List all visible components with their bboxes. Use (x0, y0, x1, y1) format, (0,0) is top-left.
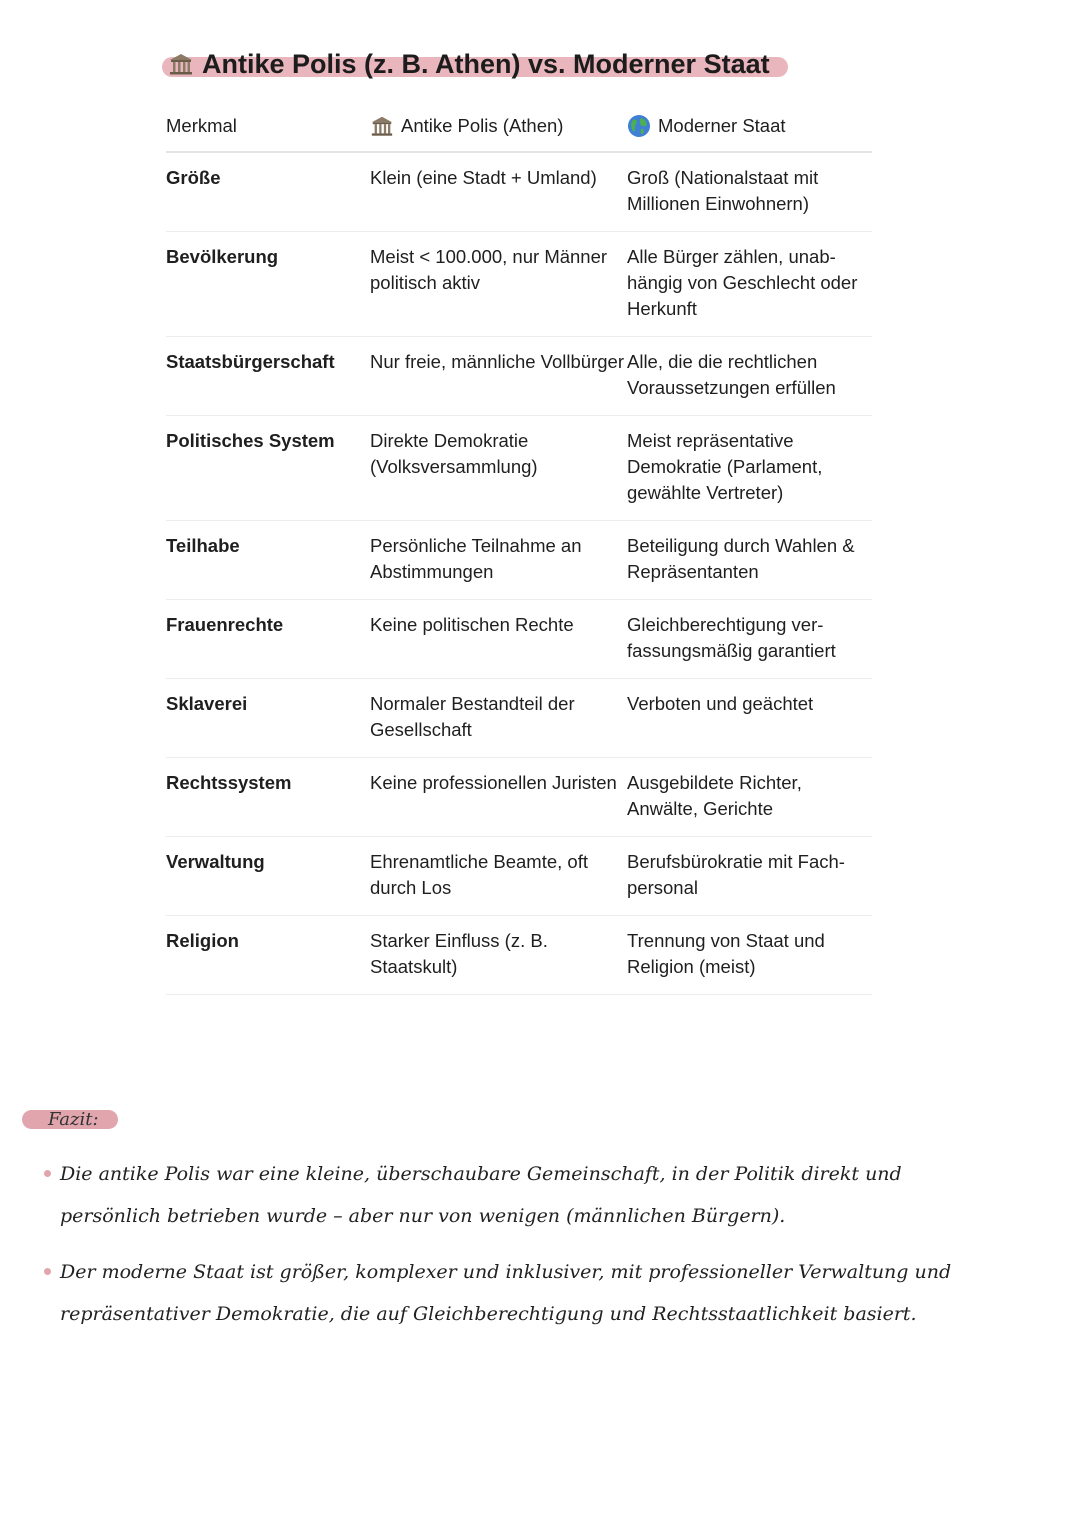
bullet-dot (44, 1268, 51, 1275)
polis-cell: Normaler Bestandteil der Gesellschaft (370, 679, 627, 758)
bullet-dot (44, 1170, 51, 1177)
header-col2: Moderner Staat (627, 100, 872, 152)
polis-cell: Direkte Demokratie (Volksversammlung) (370, 416, 627, 521)
table-row (166, 837, 872, 916)
modern-cell: Groß (Nationalstaat mit Millionen Einwohnern) (627, 152, 872, 232)
table-row (166, 416, 872, 521)
feature-cell: Verwaltung (166, 837, 370, 916)
polis-cell: Keine politischen Rechte (370, 600, 627, 679)
feature-cell: Sklaverei (166, 679, 370, 758)
modern-cell: Ausgebildete Richter, Anwälte, Gerichte (627, 758, 872, 837)
table-row (166, 600, 872, 679)
modern-cell: Trennung von Staat und Religion (meist) (627, 916, 872, 995)
polis-cell: Starker Einfluss (z. B. Staatskult) (370, 916, 627, 995)
page-title (162, 44, 770, 84)
fazit-point: Der moderne Staat ist größer, komplexer und inklusiver, mit professioneller Verwaltung und repräsentativer Demokratie, die auf Gleichberechtigung und Rechtsstaatlichkeit basiert. (46, 1251, 1006, 1335)
modern-cell: Berufsbürokratie mit Fach-personal (627, 837, 872, 916)
modern-cell: Alle Bürger zählen, unab-hängig von Geschlecht oder Herkunft (627, 232, 872, 337)
polis-cell: Persönliche Teilnahme an Abstimmungen (370, 521, 627, 600)
fazit-label: Fazit: (48, 1109, 99, 1130)
fazit-point: Die antike Polis war eine kleine, überschaubare Gemeinschaft, in der Politik direkt und persönlich betrieben wurde – aber nur von wenigen (männlichen Bürgern). (46, 1153, 1006, 1237)
polis-cell: Klein (eine Stadt + Umland) (370, 152, 627, 232)
feature-cell: Religion (166, 916, 370, 995)
header-feature: Merkmal (166, 100, 370, 152)
fazit-heading (22, 1107, 99, 1133)
table-row (166, 916, 872, 995)
globe-icon (627, 114, 651, 138)
modern-cell: Meist repräsentative Demokratie (Parlament, gewählte Vertreter) (627, 416, 872, 521)
modern-cell: Alle, die die rechtlichen Voraussetzungen erfüllen (627, 337, 872, 416)
title-text: Antike Polis (z. B. Athen) vs. Moderner Staat (202, 49, 770, 79)
table-row (166, 521, 872, 600)
table-row (166, 152, 872, 232)
title-block (162, 44, 770, 84)
feature-cell: Frauenrechte (166, 600, 370, 679)
table-row (166, 337, 872, 416)
feature-cell: Rechtssystem (166, 758, 370, 837)
polis-cell: Keine professionellen Juristen (370, 758, 627, 837)
modern-cell: Gleichberechtigung ver-fassungsmäßig garantiert (627, 600, 872, 679)
comparison-table (166, 100, 872, 995)
table-header-row (166, 100, 872, 152)
feature-cell: Teilhabe (166, 521, 370, 600)
polis-cell: Nur freie, männliche Vollbürger (370, 337, 627, 416)
header-col1: Antike Polis (Athen) (370, 100, 627, 152)
feature-cell: Bevölkerung (166, 232, 370, 337)
table-row (166, 232, 872, 337)
feature-cell: Größe (166, 152, 370, 232)
feature-cell: Staatsbürgerschaft (166, 337, 370, 416)
feature-cell: Politisches System (166, 416, 370, 521)
polis-cell: Ehrenamtliche Beamte, oft durch Los (370, 837, 627, 916)
modern-cell: Verboten und geächtet (627, 679, 872, 758)
table-row (166, 679, 872, 758)
classical-building-icon (168, 51, 194, 77)
polis-cell: Meist < 100.000, nur Männer politisch aktiv (370, 232, 627, 337)
modern-cell: Beteiligung durch Wahlen & Repräsentanten (627, 521, 872, 600)
table-row (166, 758, 872, 837)
classical-building-icon (370, 114, 394, 138)
